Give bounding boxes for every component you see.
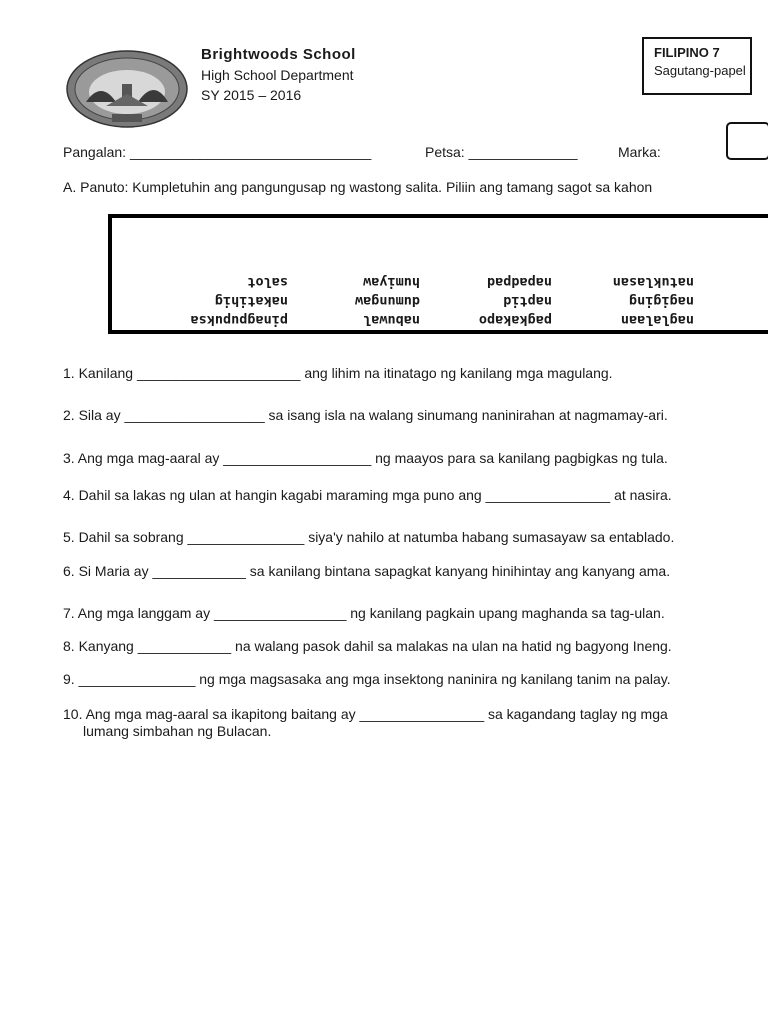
word-choice: nakatihig xyxy=(214,293,288,309)
word-choice: napadpad xyxy=(486,274,552,290)
word-bank-column xyxy=(280,272,420,329)
word-choice: naglalaan xyxy=(620,312,694,328)
word-choice: pagkakapo xyxy=(478,312,552,328)
word-bank-column xyxy=(412,272,552,329)
instruction: A. Panuto: Kumpletuhin ang pangungusap ng wastong salita. Piliin ang tamang sagot sa kahon xyxy=(63,179,653,195)
school-name: Brightwoods School xyxy=(201,46,356,63)
question-item: 2. Sila ay __________________ sa isang isla na walang sinumang naninirahan at nagmamay-ari. xyxy=(63,407,668,423)
question-item: 9. _______________ ng mga magsasaka ang mga insektong naninira ng kanilang tanim na palay. xyxy=(63,671,671,687)
score-label: Marka: xyxy=(618,144,661,160)
word-bank-box xyxy=(108,214,768,334)
question-item: 5. Dahil sa sobrang _______________ siya'y nahilo at natumba habang sumasayaw sa entablado. xyxy=(63,529,675,545)
score-box[interactable] xyxy=(726,122,768,160)
department: High School Department xyxy=(201,67,354,83)
question-item: 1. Kanilang _____________________ ang lihim na itinatago ng kanilang mga magulang. xyxy=(63,365,613,381)
question-item: 7. Ang mga langgam ay _________________ ng kanilang pagkain upang maghanda sa tag-ulan. xyxy=(63,605,665,621)
word-bank-column xyxy=(148,272,288,329)
word-choice: humiyaw xyxy=(363,274,420,290)
name-field[interactable]: Pangalan: _______________________________ xyxy=(63,144,372,160)
subject-subtitle: Sagutang-papel xyxy=(654,63,746,78)
word-choice: natuklasan xyxy=(612,274,694,290)
word-choice: nagiging xyxy=(628,293,694,309)
school-seal-icon xyxy=(66,50,188,128)
date-field[interactable]: Petsa: ______________ xyxy=(425,144,578,160)
school-logo xyxy=(66,50,188,128)
subject-title: FILIPINO 7 xyxy=(654,45,720,60)
word-choice: naptid xyxy=(503,293,552,309)
word-choice: dumungaw xyxy=(354,293,420,309)
question-item: 10. Ang mga mag-aaral sa ikapitong baitang ay ________________ sa kagandang taglay ng mga xyxy=(63,706,668,722)
question-item-continuation: lumang simbahan ng Bulacan. xyxy=(83,723,272,739)
question-item: 8. Kanyang ____________ na walang pasok dahil sa malakas na ulan na hatid ng bagyong Ineng. xyxy=(63,638,672,654)
word-choice: pinagpupuksa xyxy=(190,312,288,328)
subject-box xyxy=(642,37,752,95)
word-choice: nabuwal xyxy=(363,312,420,328)
word-choice: salot xyxy=(247,274,288,290)
question-item: 4. Dahil sa lakas ng ulan at hangin kagabi maraming mga puno ang ________________ at nasira. xyxy=(63,487,672,503)
school-year: SY 2015 – 2016 xyxy=(201,87,302,103)
question-item: 3. Ang mga mag-aaral ay ___________________ ng maayos para sa kanilang pagbigkas ng tula. xyxy=(63,450,668,466)
question-item: 6. Si Maria ay ____________ sa kanilang bintana sapagkat kanyang hinihintay ang kanyang ama. xyxy=(63,563,671,579)
word-bank-column xyxy=(554,272,694,329)
